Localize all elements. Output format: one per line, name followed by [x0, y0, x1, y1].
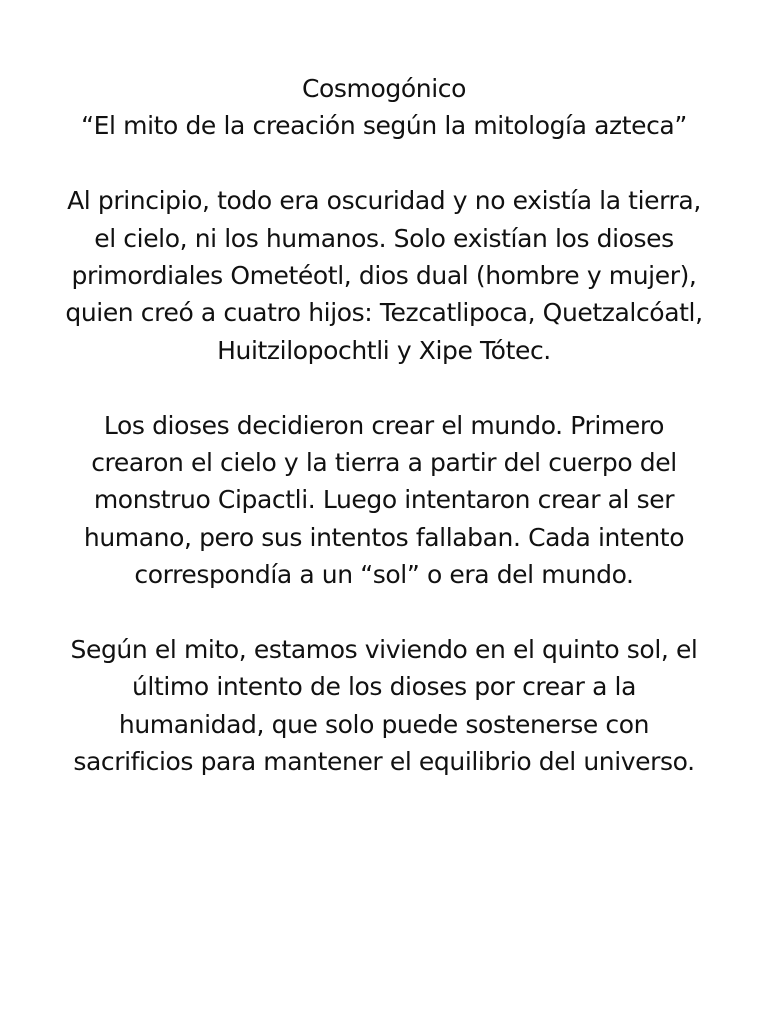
document-title: “El mito de la creación según la mitología azteca” — [81, 111, 687, 141]
document-heading: Cosmogónico — [301, 74, 467, 103]
paragraph-origin: Al principio, todo era oscuridad y no existía la tierra, el cielo, ni los humanos. Solo existían los dioses primordiales Ometéotl, dios dual (hombre y mujer), quien creó a cuatro hijos: Tezcatlipoca, Quetzalcóatl, Huitzilopochtli y Xipe Tótec. — [65, 186, 703, 365]
paragraph-gap — [60, 369, 708, 406]
paragraph-gap — [60, 145, 708, 182]
document-page — [60, 70, 708, 781]
paragraph-gap — [60, 594, 708, 631]
paragraph-creation: Los dioses decidieron crear el mundo. Primero crearon el cielo y la tierra a partir del cuerpo del monstruo Cipactli. Luego intentaron crear al ser humano, pero sus intentos fallaban. Cada intento correspondía a un “sol” o era del mundo. — [83, 410, 685, 590]
paragraph-fifth-sun: Según el mito, estamos viviendo en el quinto sol, el último intento de los dioses por crear a la humanidad, que solo puede sostenerse con sacrificios para mantener el equilibrio del universo. — [70, 635, 698, 777]
